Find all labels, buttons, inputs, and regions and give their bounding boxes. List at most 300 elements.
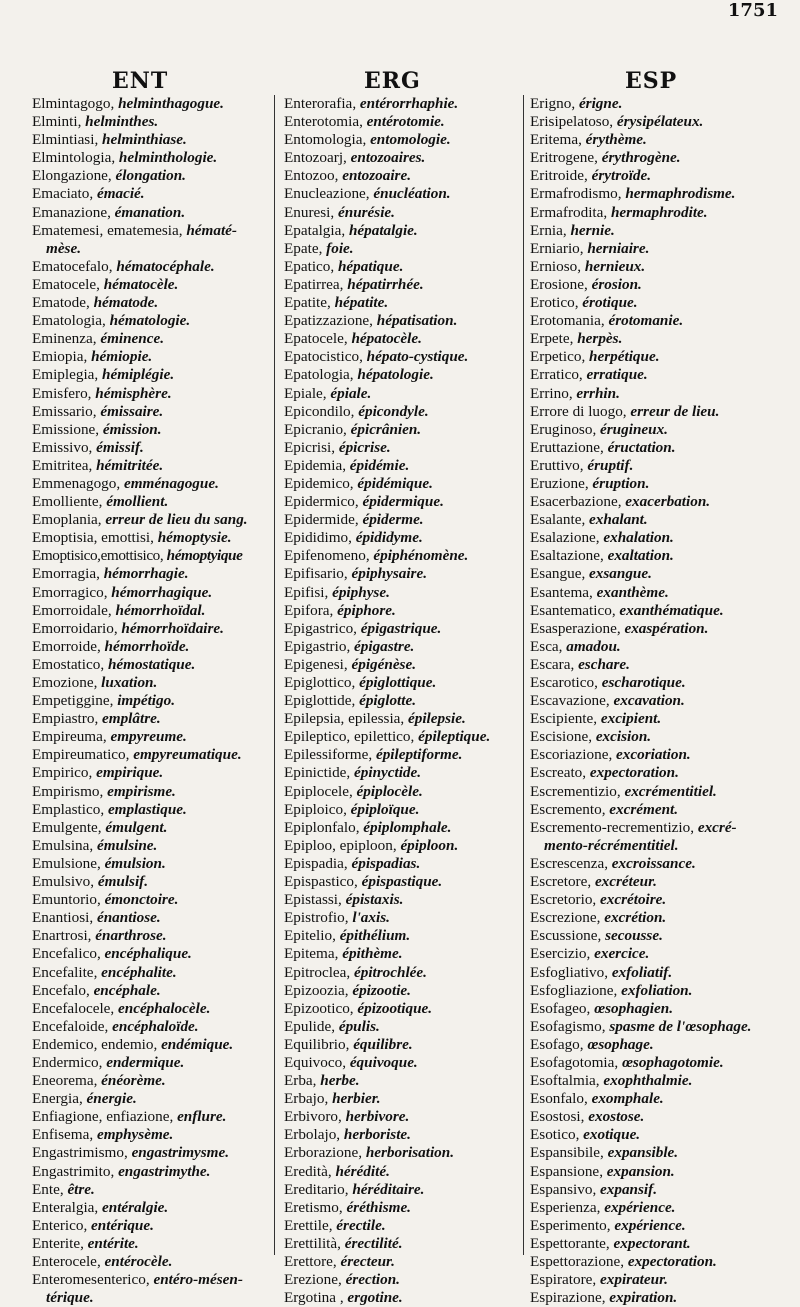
italian-term: Epidemico xyxy=(284,474,350,492)
italian-term: Enterorafia xyxy=(284,95,353,112)
italian-term: Escipiente xyxy=(530,710,594,728)
italian-term: Erbolajo xyxy=(284,1126,337,1144)
french-term: hémorrhoïdal. xyxy=(115,601,206,619)
italian-term: Erborazione xyxy=(284,1144,359,1162)
french-term: hémorrhagie. xyxy=(103,565,189,583)
dictionary-entry: Esasperazione, exaspération. xyxy=(530,619,709,637)
dictionary-entry: Ermafrodismo, hermaphrodisme. xyxy=(530,185,736,203)
dictionary-entry: Engastrimito, engastrimythe. xyxy=(32,1162,211,1180)
italian-term: Emitritea xyxy=(32,456,89,474)
dictionary-entry: Elongazione, élongation. xyxy=(32,167,186,185)
dictionary-entry: Ente, être. xyxy=(32,1180,95,1198)
french-term: herbe. xyxy=(320,1072,360,1090)
dictionary-entry: Elminti, helminthes. xyxy=(32,113,159,131)
italian-term: Esofagismo xyxy=(530,1017,602,1035)
italian-term: Ergotina xyxy=(284,1289,340,1307)
dictionary-entry: Emissivo, émissif. xyxy=(32,438,144,456)
french-term: exacerbation. xyxy=(625,493,711,511)
french-term: excréteur. xyxy=(594,873,657,891)
italian-term: Escrescenza xyxy=(530,854,605,872)
french-term: l'axis. xyxy=(352,909,390,927)
french-term: érecteur. xyxy=(340,1253,395,1270)
dictionary-entry: Espansione, expansion. xyxy=(530,1162,675,1180)
dictionary-entry: Erbivoro, herbivore. xyxy=(284,1108,410,1126)
dictionary-entry: Emmenagogo, emménagogue. xyxy=(32,474,219,492)
italian-term: Emmenagogo xyxy=(32,474,117,492)
french-term: épitrochlée. xyxy=(354,963,427,981)
dictionary-entry: Ematode, hématode. xyxy=(32,294,159,312)
dictionary-entry: Emorragico, hémorrhagique. xyxy=(32,583,213,601)
italian-term: Epatirrea xyxy=(284,275,340,293)
french-term: excipient. xyxy=(600,710,662,728)
french-term: hémoptyique xyxy=(166,547,243,565)
dictionary-entry: Epatocele, hépatocèle. xyxy=(284,330,422,348)
dictionary-entry: Eneorema, énéorème. xyxy=(32,1072,166,1090)
french-term: épizootie. xyxy=(352,981,411,999)
french-term: éréthisme. xyxy=(346,1198,411,1216)
italian-term: Esangue xyxy=(530,565,582,583)
french-term: erreur de lieu. xyxy=(630,402,720,420)
italian-term: Enartrosi xyxy=(32,927,88,945)
italian-term: Esalante xyxy=(530,511,582,529)
dictionary-entry: Enterocele, entérocèle. xyxy=(32,1253,173,1270)
french-term: hernieux. xyxy=(584,257,646,275)
french-term: épithélium. xyxy=(339,927,411,945)
french-term: emplâtre. xyxy=(102,710,161,728)
dictionary-entry: Emulsina, émulsine. xyxy=(32,836,158,854)
french-term: épulis. xyxy=(338,1017,380,1035)
italian-term: Elmintologia xyxy=(32,149,112,167)
italian-term: Epatizzazione xyxy=(284,312,370,330)
french-term: émonctoire. xyxy=(104,891,179,909)
dictionary-entry: Espirazione, expiration. xyxy=(530,1289,678,1307)
dictionary-entry: Epigenesi, épigénèse. xyxy=(284,655,417,673)
french-term: entozoaires. xyxy=(350,149,426,167)
italian-term: Encefaloide xyxy=(32,1017,105,1035)
french-term: engastrimysme. xyxy=(131,1144,230,1162)
italian-term: Epiploico xyxy=(284,800,344,818)
dictionary-entry: Escremento, excrément. xyxy=(530,800,679,818)
french-term: épicondyle. xyxy=(358,402,429,420)
dictionary-entry: Emorragia, hémorrhagie. xyxy=(32,565,189,583)
italian-term: Epilepsia, epilessia xyxy=(284,710,401,728)
french-term: hépatologie. xyxy=(357,366,434,384)
dictionary-entry: Ematemesi, ematemesia, hématé- xyxy=(32,221,237,239)
french-term: être. xyxy=(67,1180,95,1198)
italian-term: Enteromesenterico xyxy=(32,1271,146,1289)
dictionary-entry: Esostosi, exostose. xyxy=(530,1108,645,1126)
dictionary-entry: Emiplegia, hémiplégie. xyxy=(32,366,175,384)
italian-term: Epate xyxy=(284,239,319,257)
dictionary-entry: Epiploico, épiploïque. xyxy=(284,800,420,818)
french-term: épiploon. xyxy=(400,836,459,854)
dictionary-entry: Enfisema, emphysème. xyxy=(32,1126,174,1144)
french-term: hémorrhoïde. xyxy=(104,637,190,655)
italian-term: Equilibrio xyxy=(284,1035,346,1053)
italian-term: Emaciato xyxy=(32,185,90,203)
dictionary-entry: Eminenza, éminence. xyxy=(32,330,165,348)
italian-term: Escavazione xyxy=(530,692,606,710)
italian-term: Endemico, endemio xyxy=(32,1035,154,1053)
french-term: œsophagotomie. xyxy=(621,1053,724,1071)
dictionary-entry: Emoplania, erreur de lieu du sang. xyxy=(32,511,248,529)
french-term: encéphale. xyxy=(93,981,161,999)
french-term: éruption. xyxy=(592,474,650,492)
italian-term: Escisione xyxy=(530,728,589,746)
italian-term: Entozoo xyxy=(284,167,335,185)
italian-term: Epilessiforme xyxy=(284,746,369,764)
italian-term: Epatico xyxy=(284,257,331,275)
french-term: épiphyse. xyxy=(332,583,390,601)
italian-term: Empireuma xyxy=(32,728,103,746)
french-term: énergie. xyxy=(86,1090,137,1108)
italian-term: Emostatico xyxy=(32,655,101,673)
french-term: emphysème. xyxy=(96,1126,174,1144)
french-term: élongation. xyxy=(115,167,186,185)
dictionary-entry: Ematocele, hématocèle. xyxy=(32,275,179,293)
dictionary-entry: Epidemico, épidémique. xyxy=(284,474,433,492)
dictionary-entry: Eruttivo, éruptif. xyxy=(530,456,634,474)
italian-term: Esantema xyxy=(530,583,590,601)
dictionary-entry: Epiglottico, épiglottique. xyxy=(284,674,437,691)
french-term: entozoaire. xyxy=(342,167,411,185)
italian-term: Epistassi xyxy=(284,891,339,909)
dictionary-entry: Emaciato, émacié. xyxy=(32,185,145,203)
header-guide-word-right: ESP xyxy=(625,68,678,94)
column-2 xyxy=(284,95,522,1307)
italian-term: Esoftalmia xyxy=(530,1072,596,1090)
french-term: entéro-mésen- xyxy=(153,1271,243,1289)
french-term: encéphalite. xyxy=(101,963,177,981)
dictionary-entry: Escisione, excision. xyxy=(530,728,652,746)
dictionary-entry: Escremento-recrementizio, excré- xyxy=(530,818,737,836)
french-term: encéphalique. xyxy=(104,945,192,963)
french-term: herpès. xyxy=(577,330,623,348)
french-term: excrétoire. xyxy=(600,891,667,909)
dictionary-entry: Epatirrea, hépatirrhée. xyxy=(284,275,424,293)
italian-term: Eneorema xyxy=(32,1072,94,1090)
italian-term: Emolliente xyxy=(32,493,99,511)
italian-term: Ematode xyxy=(32,294,86,312)
french-term: enflure. xyxy=(177,1108,227,1126)
dictionary-entry: Enuresi, énurésie. xyxy=(284,203,395,221)
italian-term: Escoriazione xyxy=(530,746,609,764)
italian-term: Ematocele xyxy=(32,275,97,293)
italian-term: Epitema xyxy=(284,945,335,963)
french-term: hépatisation. xyxy=(376,312,458,330)
french-term: erratique. xyxy=(586,366,648,384)
italian-term: Epiglottide xyxy=(284,692,352,710)
italian-term: Erotico xyxy=(530,294,575,312)
dictionary-entry: Epidemia, épidémie. xyxy=(284,456,410,474)
dictionary-entry xyxy=(530,837,798,855)
dictionary-entry: Epifisi, épiphyse. xyxy=(284,583,390,601)
french-term: ergotine. xyxy=(347,1289,403,1307)
italian-term: Escussione xyxy=(530,927,598,945)
french-term: exaspération. xyxy=(624,619,709,637)
french-term: errhin. xyxy=(576,384,620,402)
dictionary-entry: Escrementizio, excrémentitiel. xyxy=(530,782,717,800)
dictionary-entry: Enteralgia, entéralgie. xyxy=(32,1198,169,1216)
dictionary-entry: Epispastico, épispastique. xyxy=(284,873,443,891)
french-term: hémostatique. xyxy=(107,655,196,673)
dictionary-entry: Epatologia, hépatologie. xyxy=(284,366,434,384)
french-term: entéralgie. xyxy=(102,1198,169,1216)
french-term: hématologie. xyxy=(109,312,191,330)
italian-term: Eminenza xyxy=(32,330,93,348)
italian-term: Erettile xyxy=(284,1216,329,1234)
french-term: foie. xyxy=(326,239,354,257)
dictionary-entry: Erezione, érection. xyxy=(284,1271,400,1289)
dictionary-entry xyxy=(32,1289,270,1307)
italian-term: Esonfalo xyxy=(530,1090,584,1108)
dictionary-entry: Emorroidale, hémorrhoïdal. xyxy=(32,601,206,619)
italian-term: Epulide xyxy=(284,1017,332,1035)
italian-term: Epatalgia xyxy=(284,221,342,239)
french-term: œsophage. xyxy=(587,1035,654,1053)
dictionary-entry: Esacerbazione, exacerbation. xyxy=(530,493,711,511)
italian-term: Enuresi xyxy=(284,203,331,221)
italian-term: Eruttazione xyxy=(530,438,600,456)
italian-term: Epigastrico xyxy=(284,619,354,637)
french-term: empyreume. xyxy=(110,728,187,746)
dictionary-entry: Epizootico, épizootique. xyxy=(284,999,433,1017)
italian-term: Epatocistico xyxy=(284,348,360,366)
dictionary-entry: Empetiggine, impétigo. xyxy=(32,692,175,710)
dictionary-entry: Emissione, émission. xyxy=(32,420,162,438)
french-term: herborisation. xyxy=(365,1144,455,1162)
dictionary-entry: Escara, eschare. xyxy=(530,655,630,673)
dictionary-entry: Emorroide, hémorrhoïde. xyxy=(32,637,190,655)
french-term: épiphysaire. xyxy=(351,565,427,583)
french-term: érythrogène. xyxy=(601,149,681,167)
dictionary-entry: Erba, herbe. xyxy=(284,1072,360,1090)
french-term: érectilité. xyxy=(344,1234,403,1252)
dictionary-entry: Erettore, érecteur. xyxy=(284,1253,395,1270)
dictionary-entry: Epilessiforme, épileptiforme. xyxy=(284,746,463,764)
french-term: amadou. xyxy=(566,637,621,655)
dictionary-entry: Encefalite, encéphalite. xyxy=(32,963,177,981)
italian-term: Empireumatico xyxy=(32,746,126,764)
dictionary-entry: Emanazione, émanation. xyxy=(32,203,186,221)
french-term: émissaire. xyxy=(100,402,164,420)
italian-term: Erba xyxy=(284,1072,313,1090)
dictionary-entry: Entozoarj, entozoaires. xyxy=(284,149,426,167)
french-term: érugineux. xyxy=(600,420,668,438)
french-term: épigénèse. xyxy=(351,655,417,673)
dictionary-entry: Empirico, empirique. xyxy=(32,764,164,782)
italian-term: Errino xyxy=(530,384,569,402)
italian-term: Enantiosi xyxy=(32,909,90,927)
dictionary-entry: Escoriazione, excoriation. xyxy=(530,746,691,764)
dictionary-entry: Emitritea, hémitritée. xyxy=(32,456,164,474)
italian-term: Erpete xyxy=(530,330,570,348)
french-term: hépato-cystique. xyxy=(366,348,469,366)
french-term: herniaire. xyxy=(587,239,650,257)
dictionary-entry: Emozione, luxation. xyxy=(32,674,158,691)
italian-term: Espiratore xyxy=(530,1271,593,1289)
italian-term: Enterocele xyxy=(32,1253,97,1270)
french-term: épiderme. xyxy=(362,511,424,529)
italian-term: Erbivoro xyxy=(284,1108,338,1126)
french-term: épistaxis. xyxy=(345,891,404,909)
french-term: excrémentitiel. xyxy=(624,782,717,800)
french-term: érigne. xyxy=(578,95,623,112)
italian-term: Erezione xyxy=(284,1271,338,1289)
french-term: helminthagogue. xyxy=(118,95,224,112)
dictionary-entry: Epitroclea, épitrochlée. xyxy=(284,963,427,981)
dictionary-entry: Epatite, hépatite. xyxy=(284,294,389,312)
french-term: luxation. xyxy=(101,674,158,691)
dictionary-entry: Esoftalmia, exophthalmie. xyxy=(530,1072,693,1090)
dictionary-entry: Epiglottide, épiglotte. xyxy=(284,692,417,710)
dictionary-entry: Encefalocele, encéphalocèle. xyxy=(32,999,211,1017)
french-term: expectoration. xyxy=(627,1253,717,1270)
french-term: hémiopie. xyxy=(91,348,153,366)
french-term: éruptif. xyxy=(587,456,634,474)
italian-term: Ematocefalo xyxy=(32,257,109,275)
dictionary-entry: Ermafrodita, hermaphrodite. xyxy=(530,203,708,221)
dictionary-entry: Escarotico, escharotique. xyxy=(530,674,686,691)
italian-term: Eritroide xyxy=(530,167,584,185)
dictionary-entry: Erisipelatoso, érysipélateux. xyxy=(530,113,704,131)
italian-term: Esfogliativo xyxy=(530,963,605,981)
french-term: entérotomie. xyxy=(366,113,445,131)
french-term: hématode. xyxy=(93,294,159,312)
italian-term: Epispadia xyxy=(284,854,344,872)
french-term: épizootique. xyxy=(357,999,433,1017)
french-term: épispastique. xyxy=(361,873,443,891)
italian-term: Endermico xyxy=(32,1053,99,1071)
italian-term: Espansione xyxy=(530,1162,600,1180)
page-header xyxy=(0,58,800,98)
dictionary-entry: Esalazione, exhalation. xyxy=(530,529,674,547)
dictionary-entry: Enteromesenterico, entéro-mésen- xyxy=(32,1271,243,1289)
dictionary-entry: Escrescenza, excroissance. xyxy=(530,854,696,872)
dictionary-entry: Eritrogene, érythrogène. xyxy=(530,149,681,167)
italian-term: Escrementizio xyxy=(530,782,617,800)
italian-term: Emulsivo xyxy=(32,873,91,891)
dictionary-entry: Epiale, épiale. xyxy=(284,384,372,402)
dictionary-entry: Erettile, érectile. xyxy=(284,1216,386,1234)
dictionary-entry: Emulsivo, émulsif. xyxy=(32,873,149,891)
dictionary-entry: Escavazione, excavation. xyxy=(530,692,685,710)
italian-term: Epistrofio xyxy=(284,909,345,927)
italian-term: Enterico xyxy=(32,1216,84,1234)
french-term: hémitritée. xyxy=(96,456,164,474)
italian-term: Espansivo xyxy=(530,1180,593,1198)
french-term: érotique. xyxy=(582,294,638,312)
italian-term: Emorragia xyxy=(32,565,97,583)
italian-term: Enterite xyxy=(32,1234,81,1252)
french-term: mèse. xyxy=(46,239,82,257)
dictionary-entry: Erbolajo, herboriste. xyxy=(284,1126,411,1144)
italian-term: Eruttivo xyxy=(530,456,580,474)
french-term: érosion. xyxy=(591,275,642,293)
dictionary-entry: Epiplonfalo, épiplomphale. xyxy=(284,818,452,836)
italian-term: Equivoco xyxy=(284,1053,343,1071)
italian-term: Escremento xyxy=(530,800,602,818)
french-term: expiration. xyxy=(609,1289,678,1307)
dictionary-entry: Espettorante, expectorant. xyxy=(530,1234,691,1252)
french-term: exhalation. xyxy=(603,529,674,547)
dictionary-entry: Erotomania, érotomanie. xyxy=(530,312,684,330)
italian-term: Erpetico xyxy=(530,348,582,366)
dictionary-entry: Espettorazione, expectoration. xyxy=(530,1253,717,1270)
italian-term: Elminti xyxy=(32,113,78,131)
french-term: hépatocèle. xyxy=(351,330,422,348)
dictionary-entry xyxy=(32,240,270,258)
french-term: érytroïde. xyxy=(591,167,652,185)
french-term: expirateur. xyxy=(600,1271,668,1289)
french-term: érysipélateux. xyxy=(616,113,704,131)
italian-term: Epidermico xyxy=(284,493,355,511)
italian-term: Enfisema xyxy=(32,1126,90,1144)
dictionary-entry: Epiploo, epiploon, épiploon. xyxy=(284,836,459,854)
dictionary-entry: Esfogliativo, exfoliatif. xyxy=(530,963,673,981)
french-term: émission. xyxy=(102,420,162,438)
italian-term: Emoptisico,emottisico xyxy=(32,547,160,565)
italian-term: Emulgente xyxy=(32,818,98,836)
italian-term: Esperienza xyxy=(530,1198,597,1216)
dictionary-entry: Esaltazione, exaltation. xyxy=(530,547,674,565)
italian-term: Emoptisia, emottisi xyxy=(32,529,151,547)
italian-term: Erigno xyxy=(530,95,572,112)
french-term: émulsine. xyxy=(96,836,158,854)
italian-term: Enucleazione xyxy=(284,185,366,203)
italian-term: Erbajo xyxy=(284,1090,325,1108)
italian-term: Esostosi xyxy=(530,1108,581,1126)
french-term: épileptiforme. xyxy=(375,746,463,764)
french-term: empirisme. xyxy=(107,782,176,800)
french-term: émollient. xyxy=(106,493,169,511)
french-term: énucléation. xyxy=(373,185,451,203)
french-term: exhalant. xyxy=(589,511,648,529)
dictionary-entry: Epigastrio, épigastre. xyxy=(284,637,415,655)
italian-term: Emissario xyxy=(32,402,93,420)
italian-term: Espettorazione xyxy=(530,1253,621,1270)
italian-term: Epicranio xyxy=(284,420,344,438)
french-term: hérédité. xyxy=(335,1162,390,1180)
french-term: hermaphrodite. xyxy=(610,203,708,221)
dictionary-entry: Entozoo, entozoaire. xyxy=(284,167,411,185)
french-term: érectile. xyxy=(336,1216,386,1234)
french-term: hémiplégie. xyxy=(102,366,175,384)
italian-term: Ermafrodismo xyxy=(530,185,618,203)
dictionary-entry: Empirismo, empirisme. xyxy=(32,782,176,800)
dictionary-entry: Epatico, hépatique. xyxy=(284,257,404,275)
dictionary-entry: Erosione, érosion. xyxy=(530,275,642,293)
italian-term: Escara xyxy=(530,655,571,673)
dictionary-entry: Eruginoso, érugineux. xyxy=(530,420,668,438)
french-term: exfoliation. xyxy=(621,981,693,999)
french-term: épinyctide. xyxy=(354,764,422,782)
french-term: entérocèle. xyxy=(104,1253,173,1270)
dictionary-entry: Erigno, érigne. xyxy=(530,95,623,112)
italian-term: Engastrimismo xyxy=(32,1144,124,1162)
italian-term: Enterotomia xyxy=(284,113,360,131)
italian-term: Encefalico xyxy=(32,945,97,963)
italian-term: Emorragico xyxy=(32,583,104,601)
dictionary-entry: Espansivo, expansif. xyxy=(530,1180,657,1198)
french-term: érection. xyxy=(345,1271,400,1289)
dictionary-entry: Escussione, secousse. xyxy=(530,927,663,945)
french-term: helminthologie. xyxy=(118,149,218,167)
dictionary-entry: Eritema, érythème. xyxy=(530,131,647,149)
dictionary-entry: Epiplocele, épiplocèle. xyxy=(284,782,423,800)
french-term: épiphore. xyxy=(337,601,396,619)
italian-term: Empirico xyxy=(32,764,89,782)
